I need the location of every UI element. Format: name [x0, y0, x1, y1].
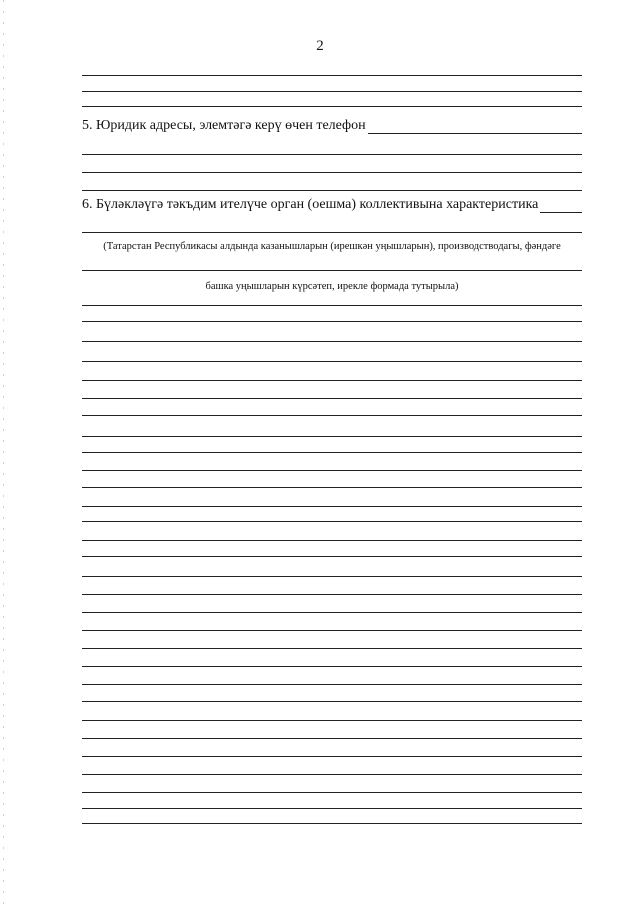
answer-line[interactable] — [82, 398, 582, 399]
answer-line[interactable] — [82, 270, 582, 271]
answer-line[interactable] — [82, 756, 582, 757]
answer-line[interactable] — [82, 75, 582, 76]
section-6-label: 6. Бүләкләүгә тәкъдим ителүче орган (оешма) коллективына характеристика — [82, 197, 539, 212]
answer-line[interactable] — [82, 720, 582, 721]
answer-line[interactable] — [82, 106, 582, 107]
answer-line[interactable] — [82, 487, 582, 488]
answer-line[interactable] — [82, 808, 582, 809]
section-6-fill-line[interactable] — [540, 211, 582, 213]
instruction-caption-line2: башка уңышларын күрсәтеп, ирекле формада тутырыла) — [205, 281, 459, 292]
answer-line[interactable] — [82, 321, 582, 322]
answer-line[interactable] — [82, 506, 582, 507]
answer-line[interactable] — [82, 594, 582, 595]
answer-line[interactable] — [82, 361, 582, 362]
answer-line[interactable] — [82, 172, 582, 173]
answer-line[interactable] — [82, 91, 582, 92]
answer-line[interactable] — [82, 612, 582, 613]
answer-line[interactable] — [82, 576, 582, 577]
answer-line[interactable] — [82, 774, 582, 775]
answer-line[interactable] — [82, 792, 582, 793]
page-number: 2 — [316, 38, 324, 54]
answer-line[interactable] — [82, 521, 582, 522]
answer-line[interactable] — [82, 415, 582, 416]
answer-line[interactable] — [82, 154, 582, 155]
section-5-field[interactable] — [82, 118, 582, 134]
answer-line[interactable] — [82, 630, 582, 631]
answer-line[interactable] — [82, 436, 582, 437]
answer-line[interactable] — [82, 556, 582, 557]
answer-line[interactable] — [82, 540, 582, 541]
answer-line[interactable] — [82, 701, 582, 702]
answer-line[interactable] — [82, 305, 582, 306]
answer-line[interactable] — [82, 684, 582, 685]
answer-line[interactable] — [82, 190, 582, 191]
answer-line[interactable] — [82, 666, 582, 667]
answer-line[interactable] — [82, 232, 582, 233]
section-5-fill-line[interactable] — [368, 132, 582, 134]
section-6-field[interactable] — [82, 197, 582, 213]
answer-line[interactable] — [82, 823, 582, 824]
answer-line[interactable] — [82, 341, 582, 342]
answer-line[interactable] — [82, 452, 582, 453]
instruction-caption-line1: (Татарстан Республикасы алдында казанышларын (ирешкән уңышларын), производстводагы, фәндәге — [103, 241, 561, 252]
answer-line[interactable] — [82, 470, 582, 471]
margin-dots — [3, 0, 4, 905]
answer-line[interactable] — [82, 380, 582, 381]
answer-line[interactable] — [82, 738, 582, 739]
answer-line[interactable] — [82, 648, 582, 649]
section-5-label: 5. Юридик адресы, элемтәгә керү өчен телефон — [82, 118, 366, 133]
